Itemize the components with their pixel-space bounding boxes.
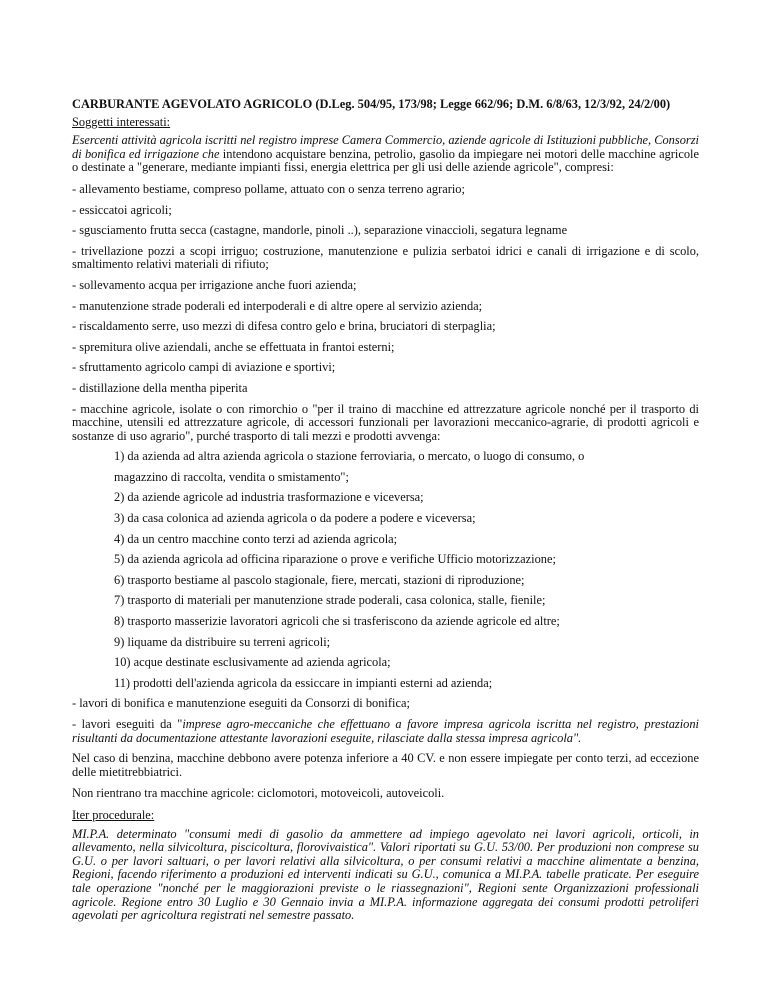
sub-list-item: 10) acque destinate esclusivamente ad azienda agricola; — [114, 655, 391, 670]
intro-paragraph — [72, 134, 699, 175]
transport-sublist — [72, 450, 699, 690]
list-item-agro-meccaniche — [72, 718, 699, 745]
benzina-note: Nel caso di benzina, macchine debbono avere potenza inferiore a 40 CV. e non essere impiegate per conto terzi, ad eccezione delle mietitrebbiatrici. — [72, 751, 699, 779]
sub-list-item: 4) da un centro macchine conto terzi ad azienda agricola; — [114, 531, 398, 546]
list-item: - macchine agricole, isolate o con rimorchio o "per il traino di macchine ed attrezzature agricole nonché per il trasporto di macchine, utensili ed attrezzature agricole, di accessori funzionali per lavorazioni meccanico-agrarie, di prodotti agricoli e sostanze di uso agrario", purché trasporto di tali mezzi e prodotti avvenga: — [72, 401, 699, 443]
list-item: - manutenzione strade poderali ed interpoderali e di altre opere al servizio azienda; — [72, 298, 483, 313]
list-item: - distillazione della mentha piperita — [72, 380, 248, 395]
list-item: - sollevamento acqua per irrigazione anche fuori azienda; — [72, 277, 357, 292]
list-item-plain-text: - lavori eseguiti da " — [72, 717, 183, 731]
section-heading-soggetti: Soggetti interessati: — [72, 114, 171, 129]
procedure-paragraph: MI.P.A. determinato "consumi medi di gasolio da ammettere ad impiego agevolato nei lavori agricoli, orticoli, in allevamento, nella silvicoltura, piscicoltura, florovivaistica". Valori riportati su G.U. 53/00. Per produzioni non comprese su G.U. o per lavori saltuari, o per lavori relativi alla silvicoltura, o per consumi relativi a macchine alimentate a benzina, Regioni, facendo riferimento a produzioni ed interventi indicati su G.U., comunica a MI.P.A. tabelle praticate. Per eseguire tale operazione "nonché per le maggiorazioni previste o le riassegnazioni", Regioni sente Organizzazioni professionali agricole. Regione entro 30 Luglio e 30 Gennaio invia a MI.P.A. informazione aggregata dei consumi prodotti petroliferi agevolati per agricoltura registrati nel semestre passato. — [72, 826, 699, 923]
sub-list-item: 2) da aziende agricole ad industria trasformazione e viceversa; — [114, 490, 424, 505]
list-item: - trivellazione pozzi a scopi irriguo; costruzione, manutenzione e pulizia serbatoi idrici e canali di irrigazione e di scolo, smaltimento relativi materiali di rifiuto; — [72, 243, 699, 272]
list-item: - sfruttamento agricolo campi di aviazione e sportivi; — [72, 360, 336, 375]
sub-list-item: magazzino di raccolta, vendita o smistamento"; — [114, 469, 349, 484]
document-body — [72, 98, 699, 931]
sub-list-item: 11) prodotti dell'azienda agricola da essiccare in impianti esterni ad azienda; — [114, 675, 493, 690]
non-rientrano-note: Non rientrano tra macchine agricole: ciclomotori, motoveicoli, autoveicoli. — [72, 786, 445, 801]
list-item: - lavori di bonifica e manutenzione eseguiti da Consorzi di bonifica; — [72, 696, 410, 711]
sub-list-item: 7) trasporto di materiali per manutenzione strade poderali, casa colonica, stalle, fienile; — [114, 593, 546, 608]
sub-list-item: 3) da casa colonica ad azienda agricola o da podere a podere e viceversa; — [114, 511, 476, 526]
section-heading-iter: Iter procedurale: — [72, 807, 155, 822]
activity-list — [72, 183, 699, 443]
list-item-italic-text: imprese agro-meccaniche che effettuano a favore impresa agricola iscritta nel registro, prestazioni risultanti da documentazione attestante lavorazioni eseguite, rilasciate dalla stessa impresa agricola". — [72, 717, 699, 745]
list-item: - spremitura olive aziendali, anche se effettuata in frantoi esterni; — [72, 339, 395, 354]
document-title: CARBURANTE AGEVOLATO AGRICOLO (D.Leg. 504/95, 173/98; Legge 662/96; D.M. 6/8/63, 12/3/92, 24/2/00) — [72, 97, 671, 111]
sub-list-item: 8) trasporto masserizie lavoratori agricoli che si trasferiscono da aziende agricole ed altre; — [114, 614, 560, 629]
sub-list-item: 5) da azienda agricola ad officina riparazione o prove e verifiche Ufficio motorizzazione; — [114, 552, 556, 567]
sub-list-item: 6) trasporto bestiame al pascolo stagionale, fiere, mercati, stazioni di riproduzione; — [114, 572, 525, 587]
list-item: - essiccatoi agricoli; — [72, 202, 172, 217]
sub-list-item: 1) da azienda ad altra azienda agricola o stazione ferroviaria, o mercato, o luogo di consumo, o — [114, 449, 585, 464]
sub-list-item: 9) liquame da distribuire su terreni agricoli; — [114, 634, 331, 649]
activity-list-continued — [72, 697, 699, 745]
list-item: - riscaldamento serre, uso mezzi di difesa contro gelo e brina, bruciatori di sterpaglia; — [72, 319, 496, 334]
list-item: - allevamento bestiame, compreso pollame, attuato con o senza terreno agrario; — [72, 181, 465, 196]
intro-plain-text: intendono acquistare benzina, petrolio, gasolio da impiegare nei motori delle macchine agricole o destinate a "generare, mediante impianti fissi, energia elettrica per gli usi delle aziende agricole", compresi: — [72, 146, 699, 175]
list-item: - sgusciamento frutta secca (castagne, mandorle, pinoli ..), separazione vinaccioli, segatura legname — [72, 223, 568, 238]
intro-italic-text: Esercenti attività agricola iscritti nel registro imprese Camera Commercio, aziende agricole di Istituzioni pubbliche, Consorzi di bonifica ed irrigazione che — [72, 133, 699, 161]
